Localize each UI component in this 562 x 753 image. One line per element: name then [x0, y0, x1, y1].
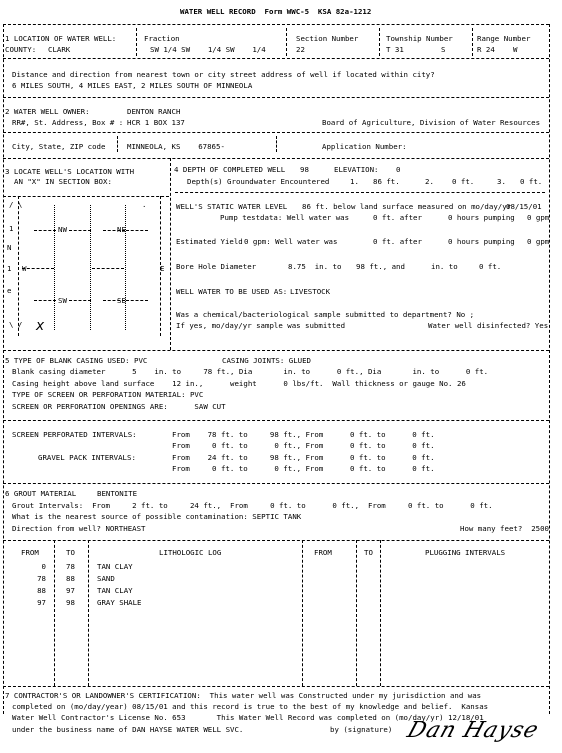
pump-test-hours: 0 hours pumping	[448, 213, 515, 222]
groundwater-2-label: 2.	[425, 177, 434, 186]
divider	[136, 28, 137, 56]
yield-label: Estimated Yield	[176, 237, 243, 246]
static-level-date: 08/15/01	[506, 202, 542, 211]
yield-gpm: 0 gpm	[527, 237, 550, 246]
row-to: 97	[66, 586, 75, 595]
divider	[379, 28, 380, 56]
grout-material-value: BENTONITE	[97, 489, 138, 498]
yield-value: 0 gpm: Well water was	[244, 237, 338, 246]
casing-type-label: 5 TYPE OF BLANK CASING USED: PVC	[5, 356, 148, 365]
gravel-pack-row: From 24 ft. to 98 ft., From 0 ft. to 0 ft.	[172, 453, 435, 462]
locate-label: 3 LOCATE WELL'S LOCATION WITH	[5, 167, 135, 176]
north-label: N	[7, 243, 12, 252]
divider	[3, 350, 549, 351]
quadrant-nw-label: NW	[58, 225, 67, 234]
divider	[276, 136, 277, 152]
depth-value: 98	[300, 165, 309, 174]
groundwater-label: Depth(s) Groundwater Encountered	[187, 177, 330, 186]
bore-hole-in: in. to	[431, 262, 458, 271]
chemical-sample-question: Was a chemical/bacteriological sample submitted to department? No ;	[176, 310, 475, 319]
quadrant-sw-label: SW	[58, 296, 67, 305]
disinfected-label: Water well disinfected? Yes	[428, 321, 549, 330]
east-label: E	[160, 264, 165, 273]
row-from: 97	[37, 598, 46, 607]
range-value: R 24	[477, 45, 495, 54]
row-description: SAND	[97, 574, 115, 583]
bore-hole-label: Bore Hole Diameter	[176, 262, 257, 271]
direction-line: Direction from well? NORTHEAST	[12, 524, 146, 533]
screen-openings-line: SCREEN OR PERFORATION OPENINGS ARE: SAW CUT	[12, 402, 226, 411]
section-label: Section Number	[296, 34, 359, 43]
grout-material-label: 6 GROUT MATERIAL	[5, 489, 77, 498]
divider	[3, 132, 549, 133]
chemical-sample-date-label: If yes, mo/day/yr sample was submitted	[176, 321, 346, 330]
township-value: T 31	[386, 45, 404, 54]
address-label: RR#, St. Address, Box # :	[12, 118, 124, 127]
distance-feet: How many feet? 2500	[460, 524, 549, 533]
signature: Dan Hayse	[404, 718, 543, 743]
county-label: COUNTY:	[5, 45, 37, 54]
contamination-line: What is the nearest source of possible contamination: SEPTIC TANK	[12, 512, 302, 521]
row-description: TAN CLAY	[97, 586, 133, 595]
bore-hole-value: 8.75 in. to	[288, 262, 342, 271]
row-to: 98	[66, 598, 75, 607]
form-title: WATER WELL RECORD Form WWC-5 KSA 82a-1212	[180, 7, 372, 16]
yield-after: 0 ft. after	[373, 237, 422, 246]
divider	[3, 420, 549, 421]
divider	[3, 686, 549, 687]
grout-intervals-line: Grout Intervals: From 2 ft. to 24 ft., From 0 ft. to 0 ft., From 0 ft. to 0 ft.	[12, 501, 493, 510]
township-label: Township Number	[386, 34, 453, 43]
water-use-value: LIVESTOCK	[290, 287, 331, 296]
certification-line-1: 7 CONTRACTOR'S OR LANDOWNER'S CERTIFICATION: This water well was Constructed under my jurisdiction and was	[5, 691, 482, 700]
city-value: MINNEOLA, KS 67865-	[127, 142, 225, 151]
groundwater-1-label: 1.	[350, 177, 359, 186]
row-from: 88	[37, 586, 46, 595]
table-header-plug-from: FROM	[314, 548, 332, 557]
location-label: 1 LOCATION OF WATER WELL:	[5, 34, 117, 43]
left-border	[3, 24, 4, 714]
locate-label-2: AN "X" IN SECTION BOX:	[14, 177, 112, 186]
water-use-label: WELL WATER TO BE USED AS:	[176, 287, 288, 296]
pump-test-label: Pump testdata: Well water was	[220, 213, 350, 222]
casing-diameter-line: Blank casing diameter 5 in. to 78 ft., Dia in. to 0 ft., Dia in. to 0 ft.	[12, 367, 489, 376]
groundwater-1-value: 86 ft.	[373, 177, 400, 186]
table-header-plug-to: TO	[364, 548, 373, 557]
quadrant-se-label: SE	[117, 296, 126, 305]
bore-hole-to: 98 ft., and	[356, 262, 405, 271]
divider	[3, 540, 549, 541]
owner-label: 2 WATER WELL OWNER:	[5, 107, 90, 116]
certification-line-2: completed on (mo/day/year) 08/15/01 and this record is true to the best of my knowledge and belief. Kansas	[12, 702, 489, 711]
range-direction: W	[513, 45, 518, 54]
casing-height-line: Casing height above land surface 12 in., weight 0 lbs/ft. Wall thickness or gauge No. 26	[12, 379, 466, 388]
row-from: 0	[41, 562, 46, 571]
agency-label: Board of Agriculture, Division of Water Resources	[322, 118, 541, 127]
address-value: HCR 1 BOX 137	[127, 118, 185, 127]
right-border	[549, 24, 550, 714]
screen-type-line: TYPE OF SCREEN OR PERFORATION MATERIAL: PVC	[12, 390, 204, 399]
row-from: 78	[37, 574, 46, 583]
divider	[170, 158, 171, 350]
application-label: Application Number:	[322, 142, 407, 151]
county-value: CLARK	[48, 45, 71, 54]
gravel-pack-label: GRAVEL PACK INTERVALS:	[38, 453, 136, 462]
table-header-to: TO	[66, 548, 75, 557]
distance-label: Distance and direction from nearest town or city street address of well if located within city?	[12, 70, 435, 79]
static-level-label: WELL'S STATIC WATER LEVEL	[176, 202, 288, 211]
pump-test-gpm: 0 gpm	[527, 213, 550, 222]
fraction-value: SW 1/4 SW 1/4 SW 1/4	[150, 45, 266, 54]
screen-interval-row: From 0 ft. to 0 ft., From 0 ft. to 0 ft.	[172, 441, 435, 450]
gravel-pack-row: From 0 ft. to 0 ft., From 0 ft. to 0 ft.	[172, 464, 435, 473]
township-direction: S	[441, 45, 446, 54]
section-value: 22	[296, 45, 305, 54]
groundwater-3-value: 0 ft.	[520, 177, 543, 186]
divider	[3, 158, 549, 159]
divider	[175, 192, 545, 193]
well-location-mark: x	[36, 318, 45, 334]
static-level-value: 86 ft. below land surface measured on mo/day/yr	[302, 202, 512, 211]
elevation-value: 0	[396, 165, 401, 174]
divider	[3, 58, 549, 59]
table-header-plugging-intervals: PLUGGING INTERVALS	[425, 548, 506, 557]
screen-interval-row: From 78 ft. to 98 ft., From 0 ft. to 0 ft.	[172, 430, 435, 439]
divider	[472, 28, 473, 56]
west-label: W	[22, 264, 27, 273]
fraction-label: Fraction	[144, 34, 180, 43]
certification-line-4: under the business name of DAN HAYSE WATER WELL SVC.	[12, 725, 244, 734]
row-to: 88	[66, 574, 75, 583]
range-label: Range Number	[477, 34, 531, 43]
owner-value: DENTON RANCH	[127, 107, 181, 116]
casing-joints-label: CASING JOINTS: GLUED	[222, 356, 311, 365]
quadrant-ne-label: NE	[117, 225, 126, 234]
certification-line-3: Water Well Contractor's License No. 653 This Water Well Record was completed on (mo/day/yr) 12/18/01	[12, 713, 484, 722]
row-to: 78	[66, 562, 75, 571]
groundwater-2-value: 0 ft.	[452, 177, 475, 186]
distance-value: 6 MILES SOUTH, 4 MILES EAST, 2 MILES SOUTH OF MINNEOLA	[12, 81, 253, 90]
row-description: GRAY SHALE	[97, 598, 142, 607]
divider	[117, 136, 118, 152]
table-header-lithologic-log: LITHOLOGIC LOG	[159, 548, 222, 557]
divider	[3, 483, 549, 484]
signature-label: by (signature)	[330, 725, 393, 734]
row-description: TAN CLAY	[97, 562, 133, 571]
pump-test-after: 0 ft. after	[373, 213, 422, 222]
divider	[3, 24, 549, 25]
bore-hole-ft: 0 ft.	[479, 262, 502, 271]
divider	[286, 28, 287, 56]
screen-intervals-label: SCREEN PERFORATED INTERVALS:	[12, 430, 137, 439]
groundwater-3-label: 3.	[497, 177, 506, 186]
city-label: City, State, ZIP code	[12, 142, 106, 151]
yield-hours: 0 hours pumping	[448, 237, 515, 246]
divider	[3, 97, 549, 98]
elevation-label: ELEVATION:	[334, 165, 379, 174]
table-header-from: FROM	[21, 548, 39, 557]
depth-label: 4 DEPTH OF COMPLETED WELL	[174, 165, 286, 174]
